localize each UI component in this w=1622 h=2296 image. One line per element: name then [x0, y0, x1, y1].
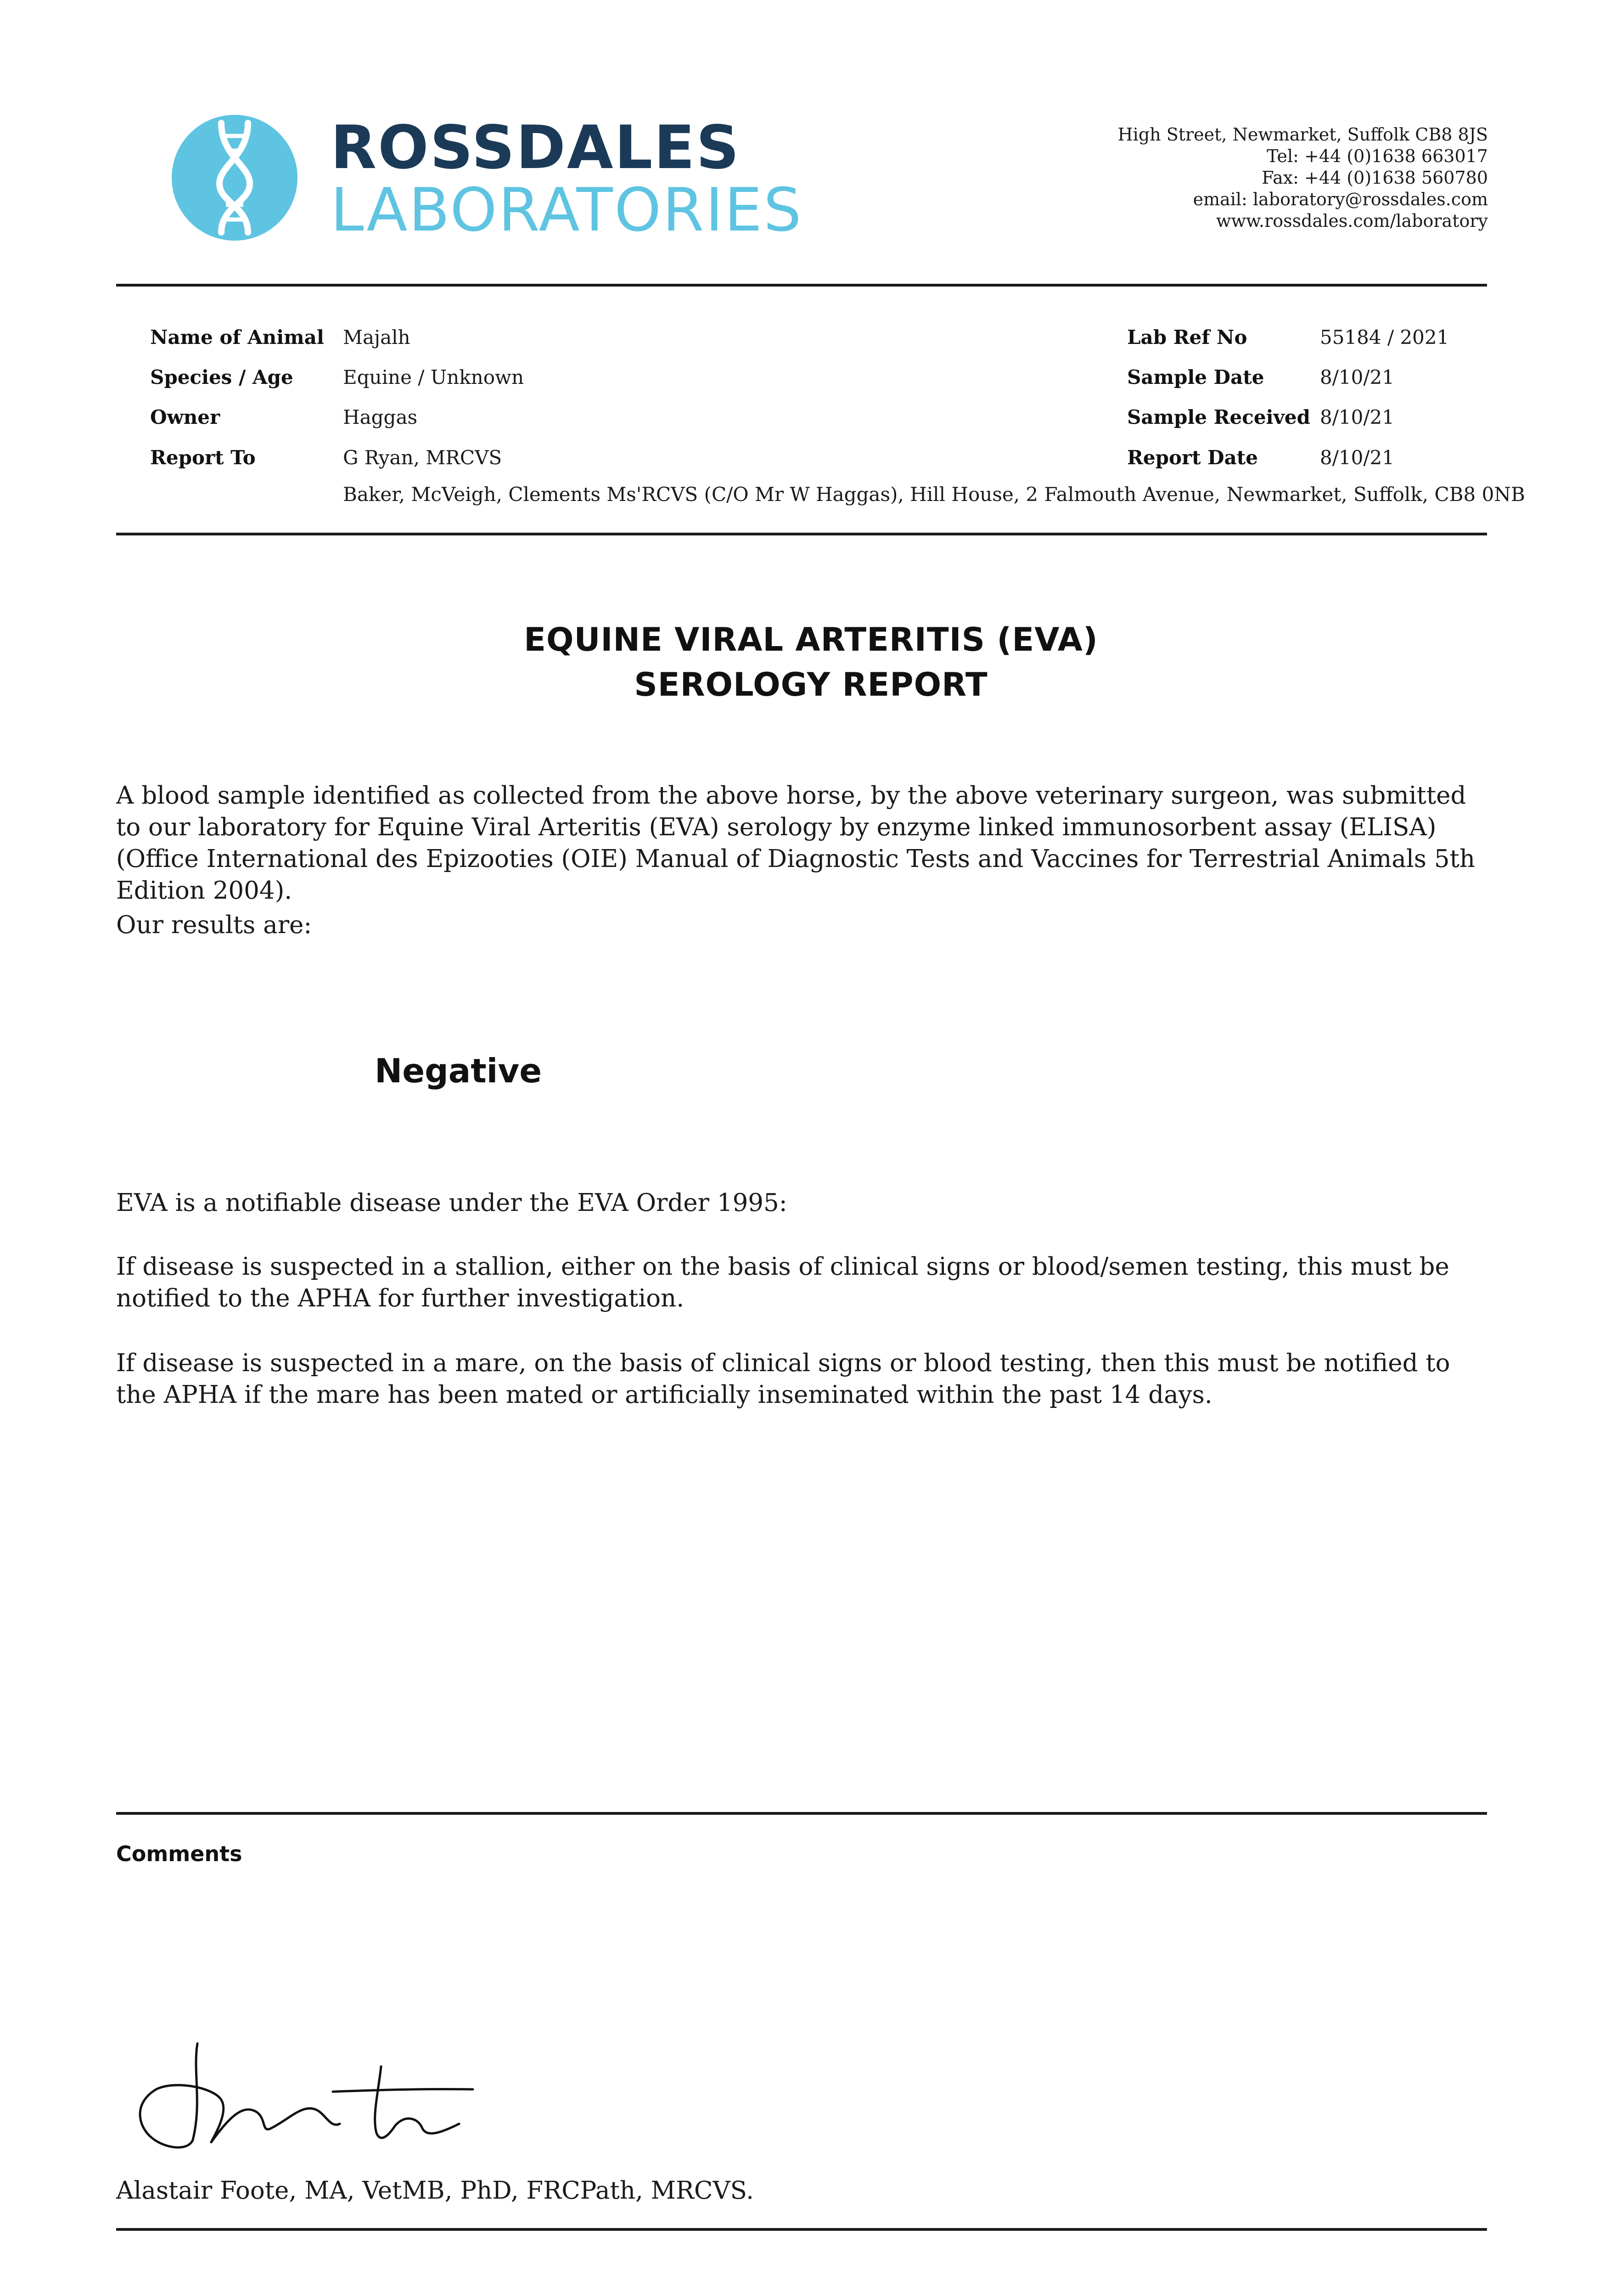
comments-divider: [116, 1812, 1487, 1815]
animal-name-value: Majalh: [343, 326, 410, 349]
header-divider: [116, 284, 1487, 287]
stallion-paragraph: If disease is suspected in a stallion, either on the basis of clinical signs or blood/semen testing, this must be notified to the APHA for further investigation.: [116, 1253, 1449, 1312]
report-date-value: 8/10/21: [1320, 446, 1394, 469]
sample-date-value: 8/10/21: [1320, 366, 1394, 388]
sample-received-label: Sample Received: [1127, 406, 1311, 428]
mare-paragraph: If disease is suspected in a mare, on the basis of clinical signs or blood testing, then this must be notified to the APHA if the mare has been mated or artificially inseminated within the past 14 days.: [116, 1349, 1450, 1409]
species-age-label: Species / Age: [150, 366, 293, 388]
species-age-value: Equine / Unknown: [343, 366, 524, 388]
result-value: Negative: [375, 1052, 542, 1090]
report-date-label: Report Date: [1127, 446, 1258, 469]
footer-divider: [116, 2228, 1487, 2231]
signature-image: [124, 2034, 482, 2158]
lab-ref-value: 55184 / 2021: [1320, 326, 1449, 349]
owner-value: Haggas: [343, 406, 418, 428]
sample-date-label: Sample Date: [1127, 366, 1264, 388]
brand-name-line1: ROSSDALES: [331, 113, 741, 182]
contact-email: email: laboratory@rossdales.com: [1193, 189, 1488, 209]
sample-received-value: 8/10/21: [1320, 406, 1394, 428]
contact-block: [1118, 124, 1488, 232]
lab-ref-label: Lab Ref No: [1127, 326, 1247, 349]
contact-web: www.rossdales.com/laboratory: [1216, 211, 1488, 231]
report-title-line2: SEROLOGY REPORT: [634, 666, 988, 703]
contact-address: High Street, Newmarket, Suffolk CB8 8JS: [1117, 124, 1488, 145]
notifiable-paragraph: EVA is a notifiable disease under the EVA Order 1995:: [116, 1189, 787, 1217]
report-to-address: Baker, McVeigh, Clements Ms'RCVS (C/O Mr W Haggas), Hill House, 2 Falmouth Avenue, Newmarket, Suffolk, CB8 0NB: [343, 483, 1525, 506]
owner-label: Owner: [150, 406, 220, 428]
results-intro: Our results are:: [116, 911, 312, 939]
comments-label: Comments: [116, 1841, 242, 1866]
report-to-value: G Ryan, MRCVS: [343, 446, 502, 469]
contact-tel: Tel: +44 (0)1638 663017: [1267, 146, 1488, 166]
brand-name-line2: LABORATORIES: [331, 175, 803, 245]
signatory-name: Alastair Foote, MA, VetMB, PhD, FRCPath, MRCVS.: [116, 2177, 754, 2205]
dna-logo-icon: [172, 115, 297, 241]
animal-name-label: Name of Animal: [150, 326, 324, 349]
report-to-label: Report To: [150, 446, 256, 469]
contact-fax: Fax: +44 (0)1638 560780: [1262, 168, 1488, 188]
info-divider: [116, 533, 1487, 535]
intro-paragraph: A blood sample identified as collected from the above horse, by the above veterinary surgeon, was submitted to our laboratory for Equine Viral Arteritis (EVA) serology by enzyme linked immunosorbent assay (ELISA) (Office International des Epizooties (OIE) Manual of Diagnostic Tests and Vaccines for Terrestrial Animals 5th Edition 2004).: [116, 782, 1476, 905]
report-title-line1: EQUINE VIRAL ARTERITIS (EVA): [524, 621, 1098, 658]
